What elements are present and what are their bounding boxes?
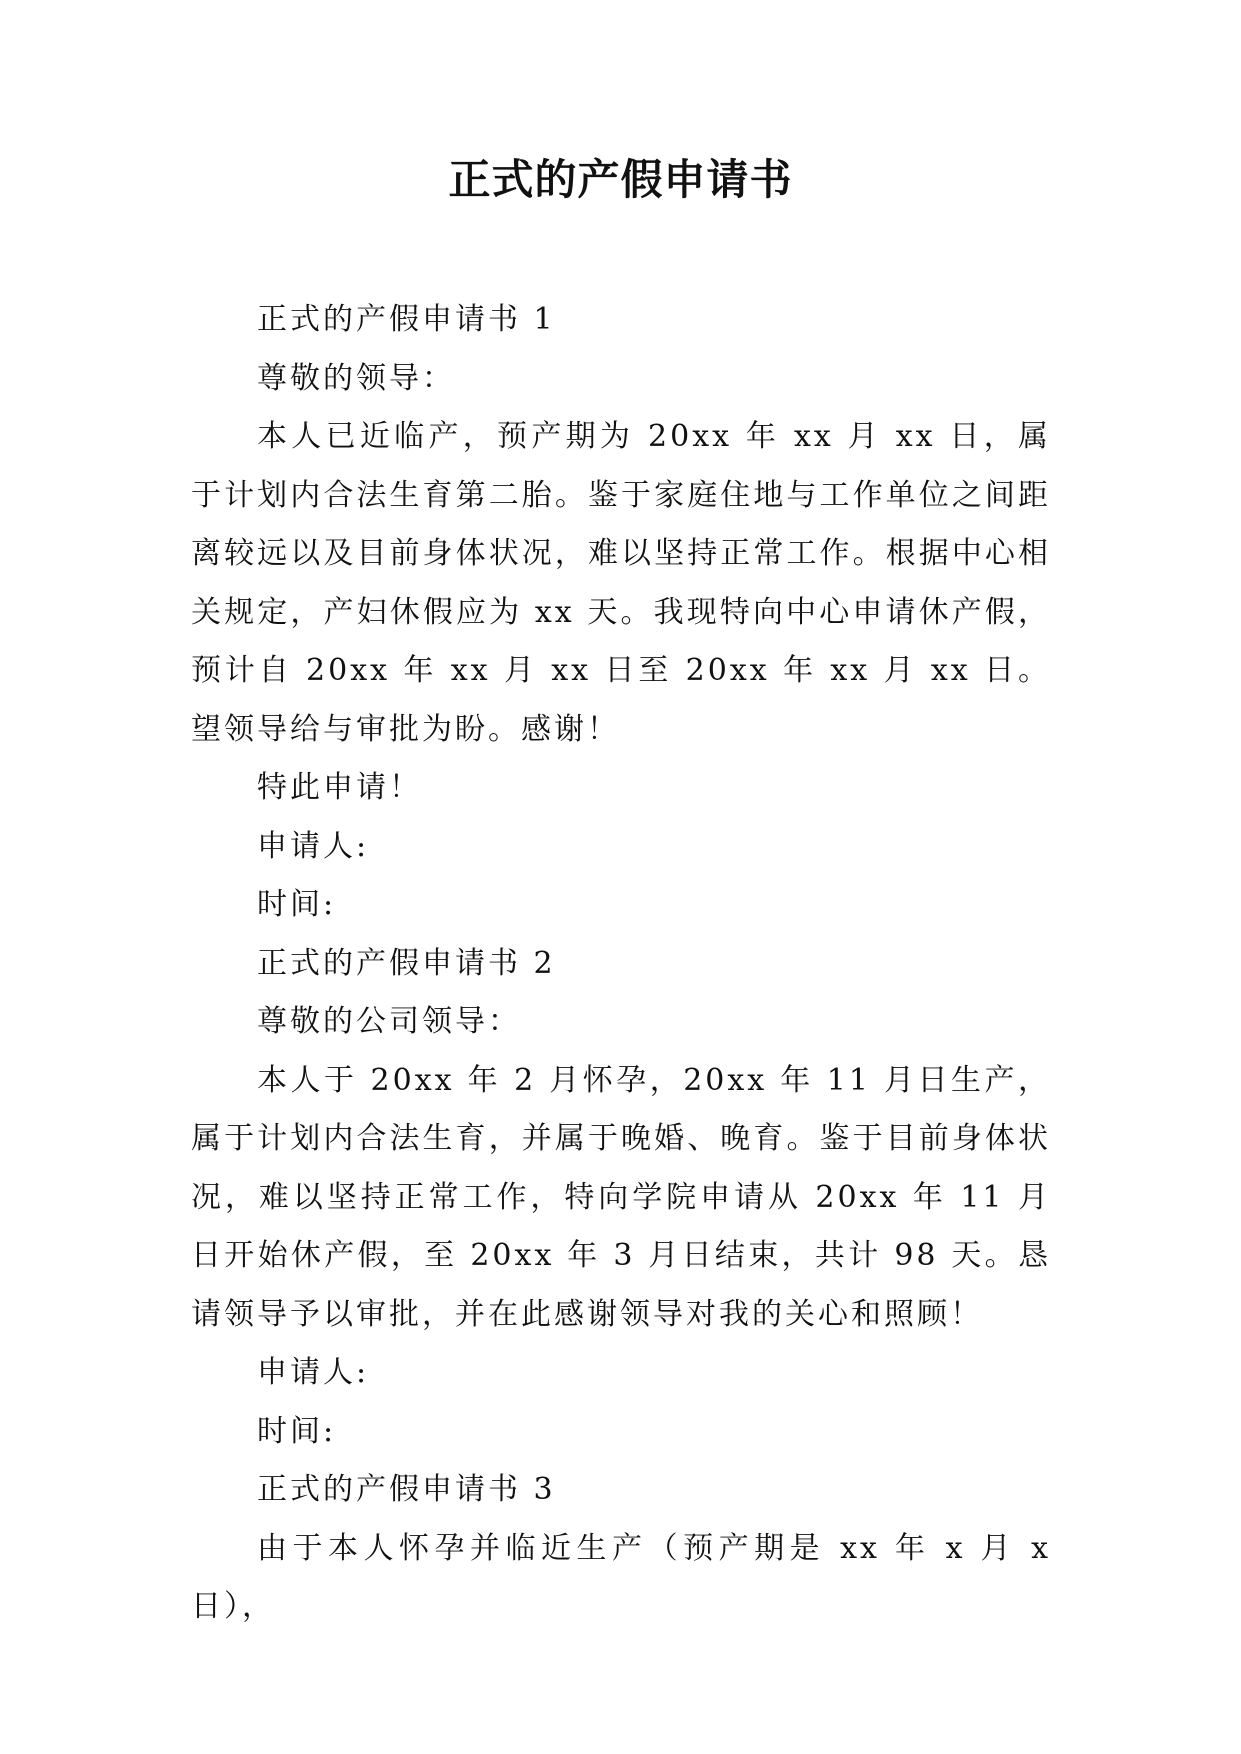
body-paragraph-2: 本人于 20xx 年 2 月怀孕，20xx 年 11 月日生产，属于计划内合法生育，并属于晚婚、晚育。鉴于目前身体状况，难以坚持正常工作，特向学院申请从 20xx 年 11 月日开始休产假，至 20xx 年 3 月日结束，共计 98 天。恳请领导予以审批，并在此感谢领导对我的关心和照顾！ bbox=[191, 1062, 1051, 1332]
section-heading-1: 正式的产假申请书 1 bbox=[257, 302, 556, 337]
closing-statement-1: 特此申请！ bbox=[257, 770, 422, 805]
applicant-line-2: 申请人: bbox=[257, 1355, 370, 1390]
salutation-1: 尊敬的领导： bbox=[257, 360, 455, 396]
section-heading-2: 正式的产假申请书 2 bbox=[257, 945, 556, 981]
body-paragraph-3: 由于本人怀孕并临近生产（预产期是 xx 年 x 月 x 日）， bbox=[191, 1530, 1051, 1624]
date-line-1: 时间: bbox=[257, 887, 337, 922]
salutation-2: 尊敬的公司领导： bbox=[257, 1004, 521, 1039]
section-heading-3: 正式的产假申请书 3 bbox=[257, 1472, 556, 1507]
body-paragraph-1: 本人已近临产，预产期为 20xx 年 xx 月 xx 日，属于计划内合法生育第二胎。鉴于家庭住地与工作单位之间距离较远以及目前身体状况，难以坚持正常工作。根据中心相关规定，产妇休假应为 xx 天。我现特向中心申请休产假，预计自 20xx 年 xx 月 xx 日至 20xx 年 xx 月 xx 日。望领导给与审批为盼。感谢！ bbox=[191, 419, 1051, 747]
document-body bbox=[191, 291, 1051, 1637]
applicant-line-1: 申请人: bbox=[257, 828, 370, 864]
date-line-2: 时间: bbox=[257, 1413, 337, 1449]
document-title: 正式的产假申请书 bbox=[448, 155, 793, 204]
